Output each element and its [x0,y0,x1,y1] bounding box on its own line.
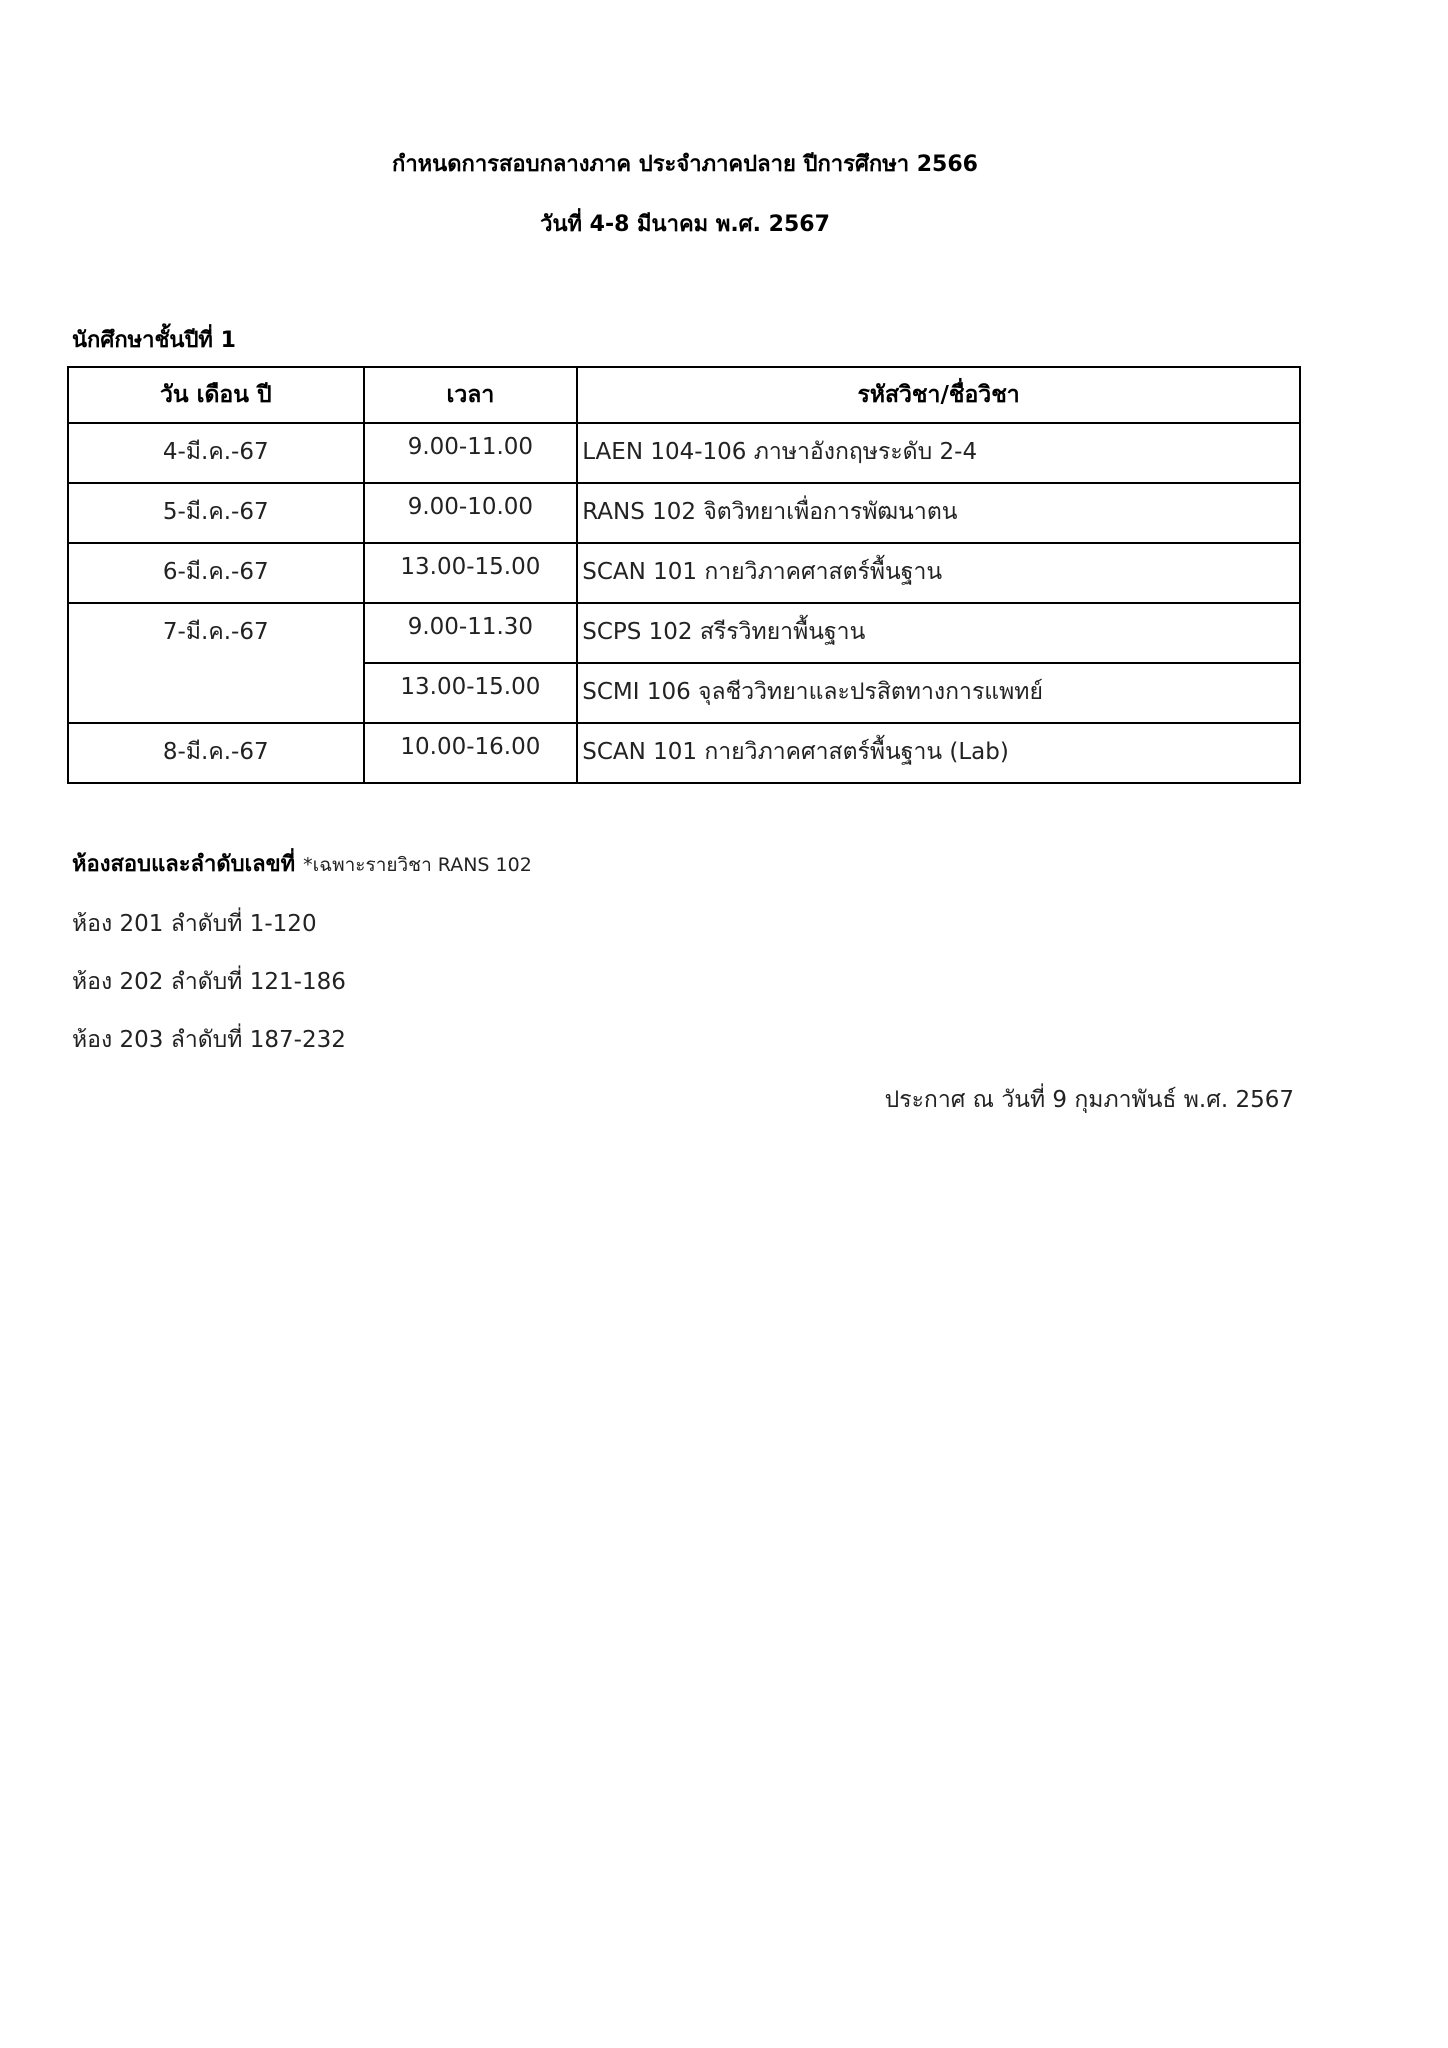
cell-time: 9.00-11.00 [364,423,578,483]
document-title: กำหนดการสอบกลางภาค ประจำภาคปลาย ปีการศึกษา 2566 [392,152,978,177]
cell-time: 9.00-11.30 [364,603,578,663]
header-date: วัน เดือน ปี [68,367,364,423]
cell-date: 7-มี.ค.-67 [68,603,364,723]
table-row [68,603,1300,663]
table-row [68,423,1300,483]
rooms-note: *เฉพาะรายวิชา RANS 102 [303,854,532,876]
rooms-heading [72,846,532,881]
cell-time: 10.00-16.00 [364,723,578,783]
room-item: ห้อง 202 ลำดับที่ 121-186 [72,969,346,995]
cell-course: SCPS 102 สรีรวิทยาพื้นฐาน [577,603,1300,663]
header-time: เวลา [364,367,578,423]
table-row [68,483,1300,543]
cell-date: 6-มี.ค.-67 [68,543,364,603]
cell-course: LAEN 104-106 ภาษาอังกฤษระดับ 2-4 [577,423,1300,483]
cell-time: 13.00-15.00 [364,543,578,603]
rooms-heading-label: ห้องสอบและลำดับเลขที่ [72,852,296,877]
room-item: ห้อง 201 ลำดับที่ 1-120 [72,911,317,937]
cell-time: 13.00-15.00 [364,663,578,723]
cell-course: SCAN 101 กายวิภาคศาสตร์พื้นฐาน (Lab) [577,723,1300,783]
announcement-date: ประกาศ ณ วันที่ 9 กุมภาพันธ์ พ.ศ. 2567 [884,1087,1294,1113]
cell-date: 5-มี.ค.-67 [68,483,364,543]
section-heading: นักศึกษาชั้นปีที่ 1 [72,328,236,353]
cell-course: SCMI 106 จุลชีววิทยาและปรสิตทางการแพทย์ [577,663,1300,723]
document-subtitle: วันที่ 4-8 มีนาคม พ.ศ. 2567 [540,212,830,237]
header-course: รหัสวิชา/ชื่อวิชา [577,367,1300,423]
cell-course: SCAN 101 กายวิภาคศาสตร์พื้นฐาน [577,543,1300,603]
cell-course: RANS 102 จิตวิทยาเพื่อการพัฒนาตน [577,483,1300,543]
room-item: ห้อง 203 ลำดับที่ 187-232 [72,1027,346,1053]
table-row [68,543,1300,603]
table-header-row [68,367,1300,423]
cell-time: 9.00-10.00 [364,483,578,543]
cell-date: 8-มี.ค.-67 [68,723,364,783]
cell-date: 4-มี.ค.-67 [68,423,364,483]
exam-schedule-table [67,366,1301,784]
table-row [68,723,1300,783]
